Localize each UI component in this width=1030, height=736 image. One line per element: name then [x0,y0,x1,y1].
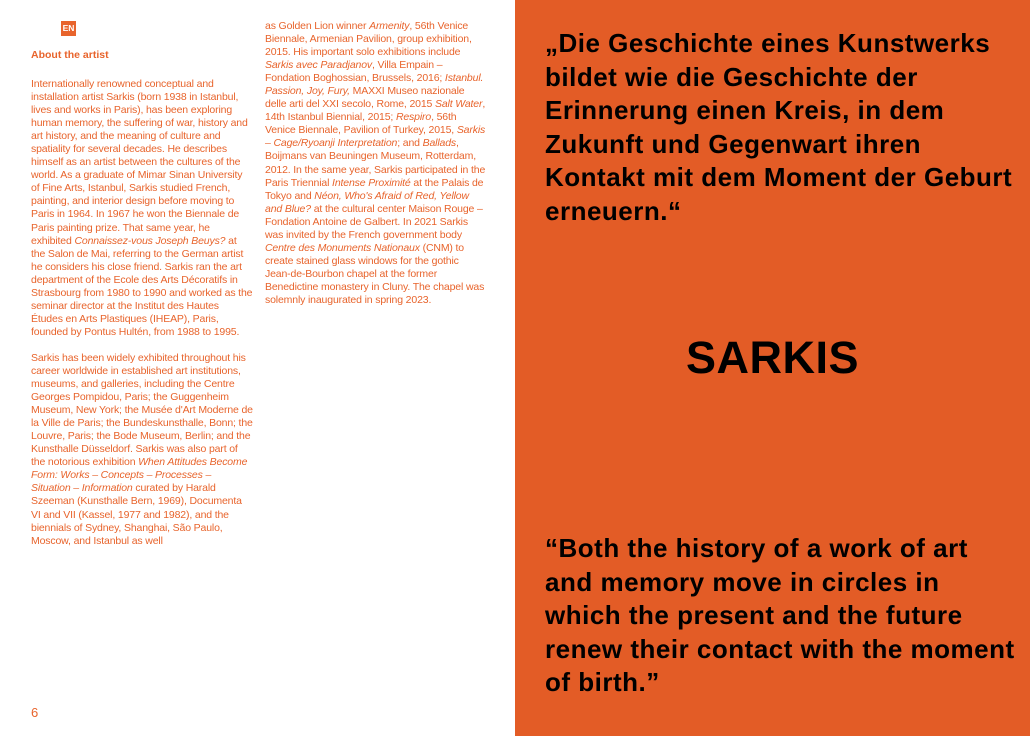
italic-title: Armenity [369,20,410,32]
italic-title: Intense Proximité [332,176,411,189]
artist-name: SARKIS [685,332,860,383]
italic-title: Sarkis avec Paradjanov [265,59,373,72]
italic-title: Néon, Who's Afraid of Red, Yellow and Blue? [265,189,469,215]
italic-title: Sarkis – Cage/Ryoanji Interpretation [265,124,486,150]
bio-paragraph-2: Sarkis has been widely exhibited throughout his career worldwide in established art institutions, museums, and galleries, including the Centre Georges Pompidou, Paris; the Guggenheim Museum, New York; the Musée d'Art Moderne de la Ville de Paris; the Bundeskunsthalle, Bonn; the Louvre, Paris; the Bode Museum, Berlin; and the Kunsthalle Düsseldorf. Sarkis was also part of the notorious exhibition When Attitudes Become Form: Works – Concepts – Processes – Situation – Information curated by Harald Szeeman (Kunsthalle Bern, 1969), Documenta VI and VII (Kassel, 1977 and 1982), and the biennials of Sydney, Shanghai, São Paulo, Moscow, and Istanbul as well [31,351,253,547]
italic-title: Salt Water [434,98,483,111]
italic-title: Ballads [422,137,456,150]
italic-title: Connaissez-vous Joseph Beuys? [74,234,226,247]
section-heading: About the artist [31,49,109,61]
quote-german: „Die Geschichte eines Kunstwerks bildet wie die Geschichte der Erinnerung einen Kreis, in dem Zukunft und Gegenwart ihren Kontakt mit dem Moment der Geburt erneuern.“ [545,28,1013,226]
italic-title: Centre des Monuments Nationaux [265,241,420,254]
text-column-2 [265,20,487,307]
quote-english: “Both the history of a work of art and memory move in circles in which the present and the future renew their contact with the moment of birth.” [545,533,1015,697]
page-number: 6 [31,705,39,720]
italic-title: When Attitudes Become Form: Works – Concepts – Processes – Situation – Information [31,456,248,495]
language-badge: EN [61,21,76,36]
bio-paragraph-3: as Golden Lion winner Armenity, 56th Venice Biennale, Armenian Pavilion, group exhibition, 2015. His important solo exhibitions include Sarkis avec Paradjanov, Villa Empain – Fondation Boghossian, Brussels, 2016; Istanbul. Passion, Joy, Fury, MAXXI Museo nazionale delle arti del XXI secolo, Rome, 2015 Salt Water, 14th Istanbul Biennial, 2015; Respiro, 56th Venice Biennale, Pavilion of Turkey, 2015, Sarkis – Cage/Ryoanji Interpretation; and Ballads, Boijmans van Beuningen Museum, Rotterdam, 2012. In the same year, Sarkis participated in the Paris Triennial Intense Proximité at the Palais de Tokyo and Néon, Who's Afraid of Red, Yellow and Blue? at the cultural center Maison Rouge – Fondation Antoine de Galbert. In 2021 Sarkis was invited by the French government body Centre des Monuments Nationaux (CNM) to create stained glass windows for the gothic Jean-de-Bourbon chapel at the former Benedictine monastery in Cluny. The chapel was solemnly inaugurated in spring 2023. [265,20,486,306]
italic-title: Respiro [395,111,432,124]
italic-title: Istanbul. Passion, Joy, Fury, [265,72,484,98]
text-column-1 [31,78,253,548]
bio-paragraph-1: Internationally renowned conceptual and installation artist Sarkis (born 1938 in Istanbul, lives and works in Paris), has been exploring human memory, the suffering of war, history and art history, and the meaning of culture and spatiality for several decades. He describes himself as an artist between the cultures of the world. As a graduate of Mimar Sinan University of Fine Arts, Istanbul, Sarkis studied French, painting, and interior design before moving to Paris in 1964. In 1967 he won the Biennale de Paris painting prize. That same year, he exhibited Connaissez-vous Joseph Beuys? at the Salon de Mai, referring to the German artist he considers his close friend. Sarkis ran the art department of the Ecole des Arts Décoratifs in Strasbourg from 1980 to 1990 and worked as the seminar director at the Institut des Hautes Études en Arts Plastiques (IHEAP), Paris, founded by Pontus Hultén, from 1988 to 1995. [31,78,253,338]
